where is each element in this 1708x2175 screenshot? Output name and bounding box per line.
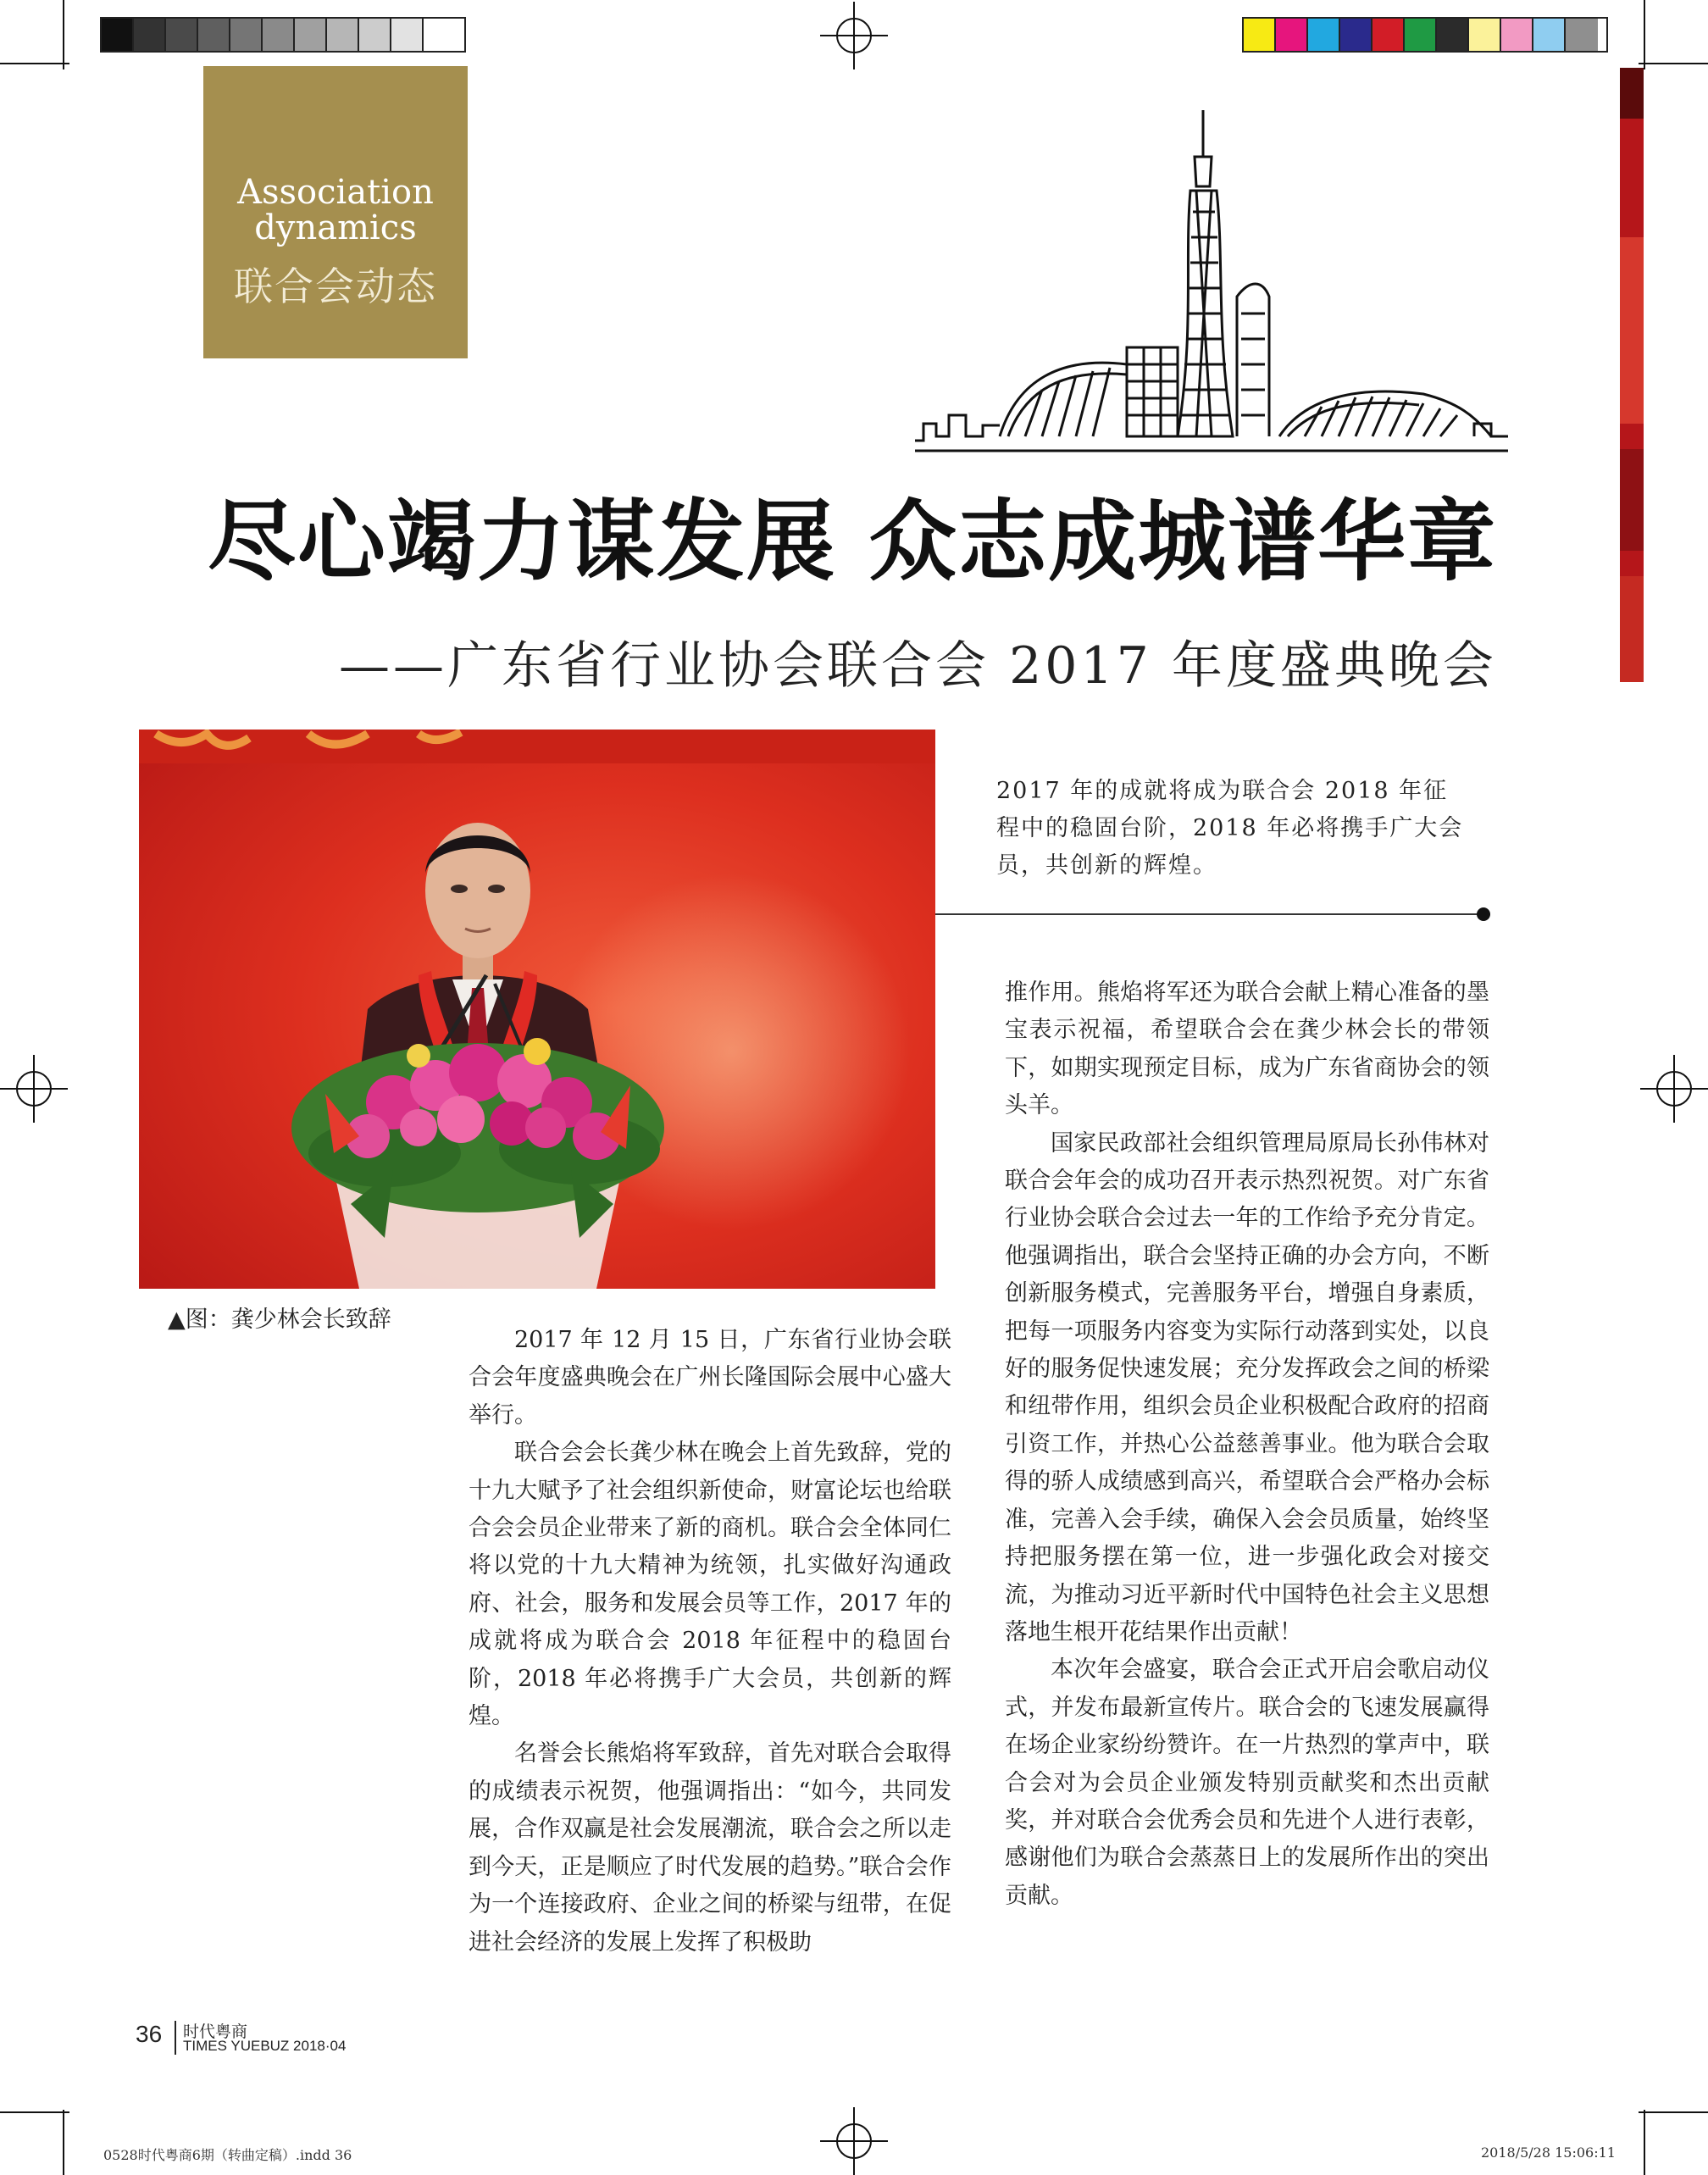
gray-swatch: [198, 19, 230, 51]
pull-quote-rule: [935, 913, 1483, 915]
process-color-swatch: [1405, 19, 1437, 51]
paragraph: 推作用。熊焰将军还为联合会献上精心准备的墨宝表示祝福，希望联合会在龚少林会长的带领下，如期实现预定目标，成为广东省商协会的领头羊。: [1005, 979, 1489, 1119]
pull-quote-rule-dot: [1477, 907, 1490, 921]
gray-swatch: [295, 19, 327, 51]
process-color-swatch: [1340, 19, 1372, 51]
print-slug-file: 0528时代粤商6期（转曲定稿）.indd 36: [103, 2147, 352, 2163]
registration-mark-right: [1640, 1055, 1708, 1123]
process-color-swatch: [1308, 19, 1340, 51]
magazine-issue: TIMES YUEBUZ 2018·04: [183, 2038, 347, 2054]
process-color-swatch: [1244, 19, 1276, 51]
paragraph: 国家民政部社会组织管理局原局长孙伟林对联合会年会的成功召开表示热烈祝贺。对广东省行业协会联合会过去一年的工作给予充分肯定。他强调指出，联合会坚持正确的办会方向，不断创新服务模式，完善服务平台，增强自身素质，把每一项服务内容变为实际行动落到实处，以良好的服务促快速发展；充分发挥政会之间的桥梁和纽带作用，组织会员企业积极配合政府的招商引资工作，并热心公益慈善事业。他为联合会取得的骄人成绩感到高兴，希望联合会严格办会标准，完善入会手续，确保入会会员质量，始终坚持把服务摆在第一位，进一步强化政会对接交流，为推动习近平新时代中国特色社会主义思想落地生根开花结果作出贡献！: [1005, 1129, 1489, 1645]
gray-swatch: [134, 19, 166, 51]
process-color-swatch: [1533, 19, 1566, 51]
section-label-en: Association dynamics: [237, 173, 434, 247]
gray-swatch: [391, 19, 424, 51]
process-color-swatch: [1276, 19, 1308, 51]
gray-swatch: [166, 19, 198, 51]
body-column-middle: [469, 1322, 951, 1961]
section-label-box: [203, 66, 468, 358]
body-column-right: [1005, 974, 1489, 1915]
registration-mark-top: [820, 2, 888, 69]
gray-swatch: [102, 19, 134, 51]
city-skyline-illustration: [915, 110, 1508, 453]
gray-swatch: [424, 19, 456, 51]
crop-mark-bottom-left-h: [0, 2111, 69, 2113]
paragraph: 2017 年 12 月 15 日，广东省行业协会联合会年度盛典晚会在广州长隆国际会展中心盛大举行。: [469, 1327, 951, 1429]
process-color-swatch: [1566, 19, 1598, 51]
gray-swatch: [230, 19, 263, 51]
process-color-bar: [1242, 17, 1608, 53]
print-slug-timestamp: 2018/5/28 15:06:11: [1481, 2144, 1616, 2161]
process-color-swatch: [1469, 19, 1501, 51]
section-label-cn: 联合会动态: [234, 264, 437, 309]
crop-mark-top-right-v: [1644, 0, 1645, 69]
photo-caption: ▲图：龚少林会长致辞: [168, 1307, 391, 1333]
adjacent-page-bleed: [1620, 68, 1644, 682]
paragraph: 名誉会长熊焰将军致辞，首先对联合会取得的成绩表示祝贺，他强调指出：“如今，共同发展，合作双赢是社会发展潮流，联合会之所以走到今天，正是顺应了时代发展的趋势。”联合会作为一个连接政府、企业之间的桥梁与纽带，在促进社会经济的发展上发挥了积极助: [469, 1740, 951, 1956]
crop-mark-bottom-left-v: [63, 2110, 64, 2175]
registration-mark-left: [0, 1055, 68, 1123]
pull-quote: 2017 年的成就将成为联合会 2018 年征程中的稳固台阶，2018 年必将携手广大会员，共创新的辉煌。: [996, 778, 1464, 879]
crop-mark-top-left-h: [0, 63, 69, 64]
magazine-name: 时代粤商: [183, 2022, 248, 2041]
crop-mark-top-left-v: [63, 0, 64, 69]
gray-swatch: [327, 19, 359, 51]
article-subheadline: ——广东省行业协会联合会 2017 年度盛典晚会: [339, 636, 1497, 696]
gray-swatch: [359, 19, 391, 51]
crop-mark-top-right-h: [1639, 63, 1708, 64]
process-color-swatch: [1372, 19, 1405, 51]
speaker-at-podium-photo: [139, 730, 935, 1289]
crop-mark-bottom-right-h: [1639, 2111, 1708, 2113]
registration-mark-bottom: [820, 2107, 888, 2175]
gray-color-bar: [100, 17, 466, 53]
process-color-swatch: [1501, 19, 1533, 51]
crop-mark-bottom-right-v: [1644, 2110, 1645, 2175]
folio-divider: [175, 2021, 176, 2055]
paragraph: 联合会会长龚少林在晚会上首先致辞，党的十九大赋予了社会组织新使命，财富论坛也给联合会会员企业带来了新的商机。联合会全体同仁将以党的十九大精神为统领，扎实做好沟通政府、社会，服务和发展会员等工作，2017 年的成就将成为联合会 2018 年征程中的稳固台阶，2018 年必将携手广大会员，共创新的辉煌。: [469, 1440, 951, 1730]
article-photo: [139, 730, 935, 1289]
gray-swatch: [263, 19, 295, 51]
article-headline: 尽心竭力谋发展 众志成城谱华章: [208, 490, 1498, 593]
process-color-swatch: [1437, 19, 1469, 51]
paragraph: 本次年会盛宴，联合会正式开启会歌启动仪式，并发布最新宣传片。联合会的飞速发展赢得在场企业家纷纷赞许。在一片热烈的掌声中，联合会对为会员企业颁发特别贡献奖和杰出贡献奖，并对联合会优秀会员和先进个人进行表彰，感谢他们为联合会蒸蒸日上的发展所作出的突出贡献。: [1005, 1656, 1489, 1909]
page-number: 36: [136, 2021, 163, 2047]
